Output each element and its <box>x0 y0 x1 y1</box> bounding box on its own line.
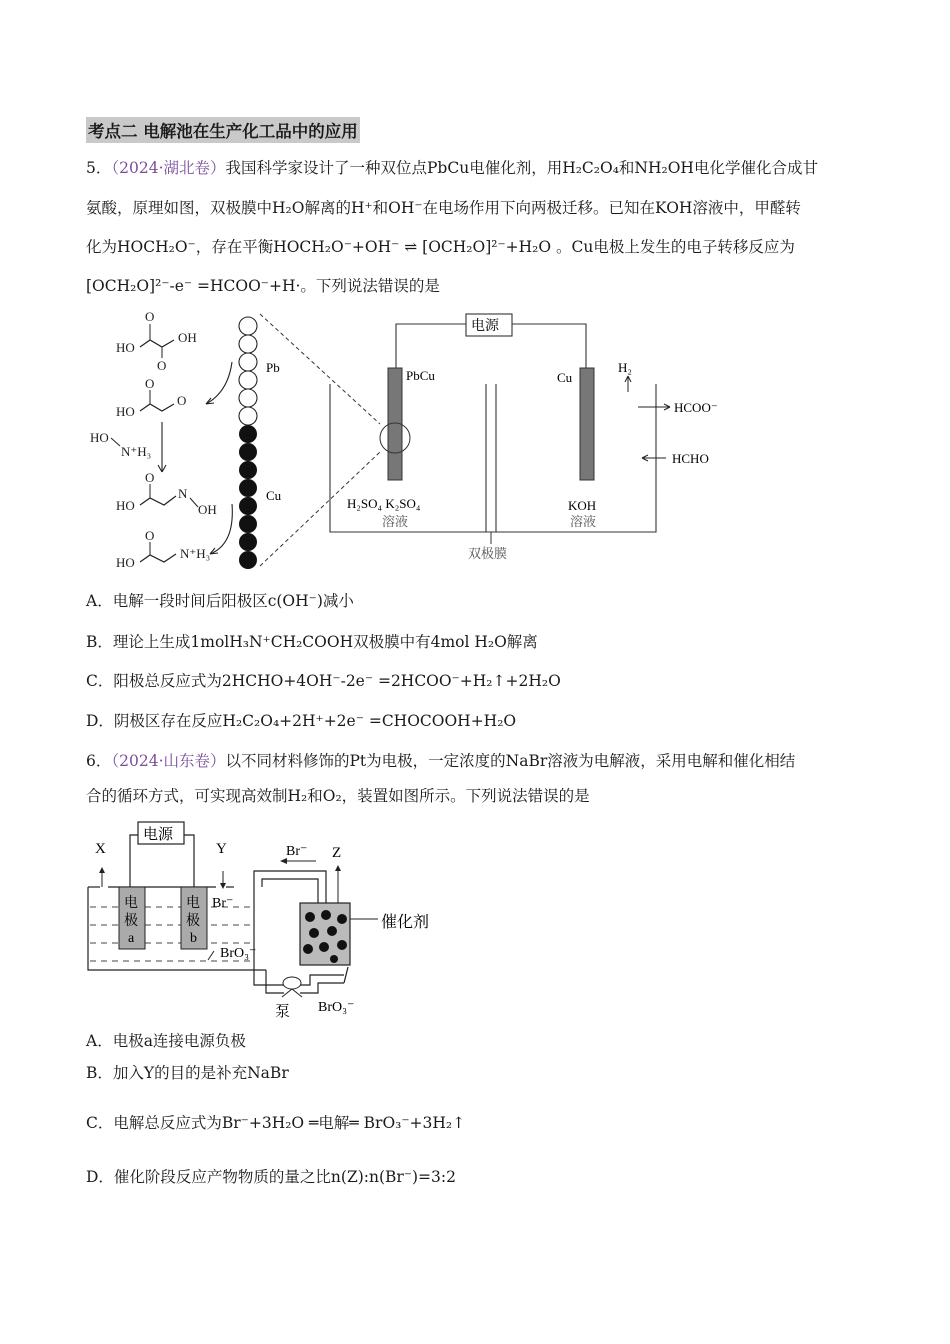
q5-o-5: O <box>145 470 155 485</box>
q5-power-label: 电源 <box>471 319 499 334</box>
q5-stem-text-1: 我国科学家设计了一种双位点PbCu电催化剂，用H₂C₂O₄和NH₂OH电化学催化合成甘 <box>225 159 818 177</box>
q5-option-b: B．理论上生成1molH₃N⁺CH₂COOH双极膜中有4mol H₂O解离 <box>86 633 538 651</box>
q5-number: 5． <box>86 159 112 177</box>
q5-o-2: O <box>157 358 167 373</box>
q6-y-label: Y <box>216 841 227 857</box>
q5-hcoo-label: HCOO⁻ <box>674 400 718 415</box>
q6-option-d: D．催化阶段反应产物物质的量之比n(Z):n(Br⁻)=3:2 <box>86 1168 456 1186</box>
q6-source: （2024·山东卷） <box>111 752 226 770</box>
q5-stem-line-1 <box>86 158 818 178</box>
q5-source: （2024·湖北卷） <box>111 159 226 177</box>
q6-stem-text-1: 以不同材料修饰的Pt为电极，一定浓度的NaBr溶液为电解液，采用电解和催化相结 <box>225 752 796 770</box>
q6-electrode-b-2: 极 <box>186 914 200 929</box>
q5-left-solution-2: 溶液 <box>382 514 409 529</box>
q6-catalyst-label: 催化剂 <box>381 914 430 931</box>
q5-ho-4: HO <box>116 498 135 513</box>
q5-molecule-pathway <box>90 309 217 570</box>
q5-membrane-label: 双极膜 <box>468 546 508 561</box>
q5-ho-1: HO <box>116 340 135 355</box>
q6-electrode-b-1: 电 <box>186 896 200 911</box>
q5-option-c: C．阳极总反应式为2HCHO+4OH⁻-2e⁻ =2HCOO⁻+H₂↑+2H₂O <box>86 672 561 690</box>
q5-h2-label: H₂ <box>618 360 632 375</box>
q5-left-electrode-label: PbCu <box>406 368 435 383</box>
q5-o-6: O <box>145 528 155 543</box>
q6-number: 6． <box>86 752 112 770</box>
q6-bro3-label: BrO₃⁻ <box>220 946 257 961</box>
q6-figure <box>86 815 456 1025</box>
q5-left-solution: H₂SO₄ K₂SO₄ <box>347 496 421 511</box>
q5-stem-line-2: 氨酸，原理如图，双极膜中H₂O解离的H⁺和OH⁻在电场作用下向两极迁移。已知在KOH溶液中，甲醛转 <box>86 199 801 217</box>
q5-ho-3: HO <box>90 430 109 445</box>
q6-br-label: Br⁻ <box>212 896 234 911</box>
q5-stem-line-3: 化为HOCH₂O⁻，存在平衡HOCH₂O⁻+OH⁻ ⇌ [OCH₂O]²⁻+H₂O 。Cu电极上发生的电子转移反应为 <box>86 238 795 256</box>
q5-figure <box>90 304 730 576</box>
q6-pump-label: 泵 <box>275 1004 291 1020</box>
q5-oh-5: OH <box>198 502 217 517</box>
q6-option-a: A．电极a连接电源负极 <box>86 1032 246 1050</box>
section-heading: 考点二 电解池在生产化工品中的应用 <box>86 117 360 143</box>
q6-electrode-b-3: b <box>190 931 197 946</box>
q5-right-solution-2: 溶液 <box>570 514 597 529</box>
q6-stem-line-1 <box>86 751 795 771</box>
q5-cu-label: Cu <box>266 488 282 503</box>
q6-z-label: Z <box>332 845 342 861</box>
q5-o-4: O <box>177 393 187 408</box>
q5-n-5: N <box>178 486 188 501</box>
q5-hcho-label: HCHO <box>672 451 709 466</box>
q6-br-arrow-label: Br⁻ <box>286 844 308 859</box>
q6-electrode-a-3: a <box>128 931 135 946</box>
q6-electrode-a-2: 极 <box>124 914 138 929</box>
q5-right-electrode-label: Cu <box>557 370 573 385</box>
q5-cu-atoms <box>239 425 257 569</box>
q5-o-3: O <box>145 376 155 391</box>
q5-ho-2: HO <box>116 404 135 419</box>
q6-x-label: X <box>95 841 106 857</box>
q5-right-solution: KOH <box>568 498 597 513</box>
q5-option-d: D．阴极区存在反应H₂C₂O₄+2H⁺+2e⁻ =CHOCOOH+H₂O <box>86 712 517 730</box>
q5-nh3-b: N⁺H₃ <box>180 546 211 561</box>
q5-pb-label: Pb <box>266 360 280 375</box>
q6-stem-line-2: 合的循环方式，可实现高效制H₂和O₂，装置如图所示。下列说法错误的是 <box>86 787 590 805</box>
q5-option-a: A．电解一段时间后阳极区c(OH⁻)减小 <box>86 592 354 610</box>
q5-ho-6: HO <box>116 555 135 570</box>
q5-o-1: O <box>145 309 155 324</box>
q6-option-c: C．电解总反应式为Br⁻+3H₂O ═电解═ BrO₃⁻+3H₂↑ <box>86 1114 466 1132</box>
q5-cu-electrode <box>580 368 594 480</box>
q6-option-b: B．加入Y的目的是补充NaBr <box>86 1064 289 1082</box>
q5-stem-line-4: [OCH₂O]²⁻-e⁻ =HCOO⁻+H·。下列说法错误的是 <box>86 277 440 295</box>
q5-nh3-a: N⁺H₃ <box>121 444 152 459</box>
q6-power-label: 电源 <box>143 827 174 843</box>
q5-oh-1: OH <box>178 330 197 345</box>
q5-pb-atoms <box>239 317 257 425</box>
q6-electrode-a-1: 电 <box>124 896 138 911</box>
q6-bro3-bottom: BrO₃⁻ <box>318 1000 355 1015</box>
